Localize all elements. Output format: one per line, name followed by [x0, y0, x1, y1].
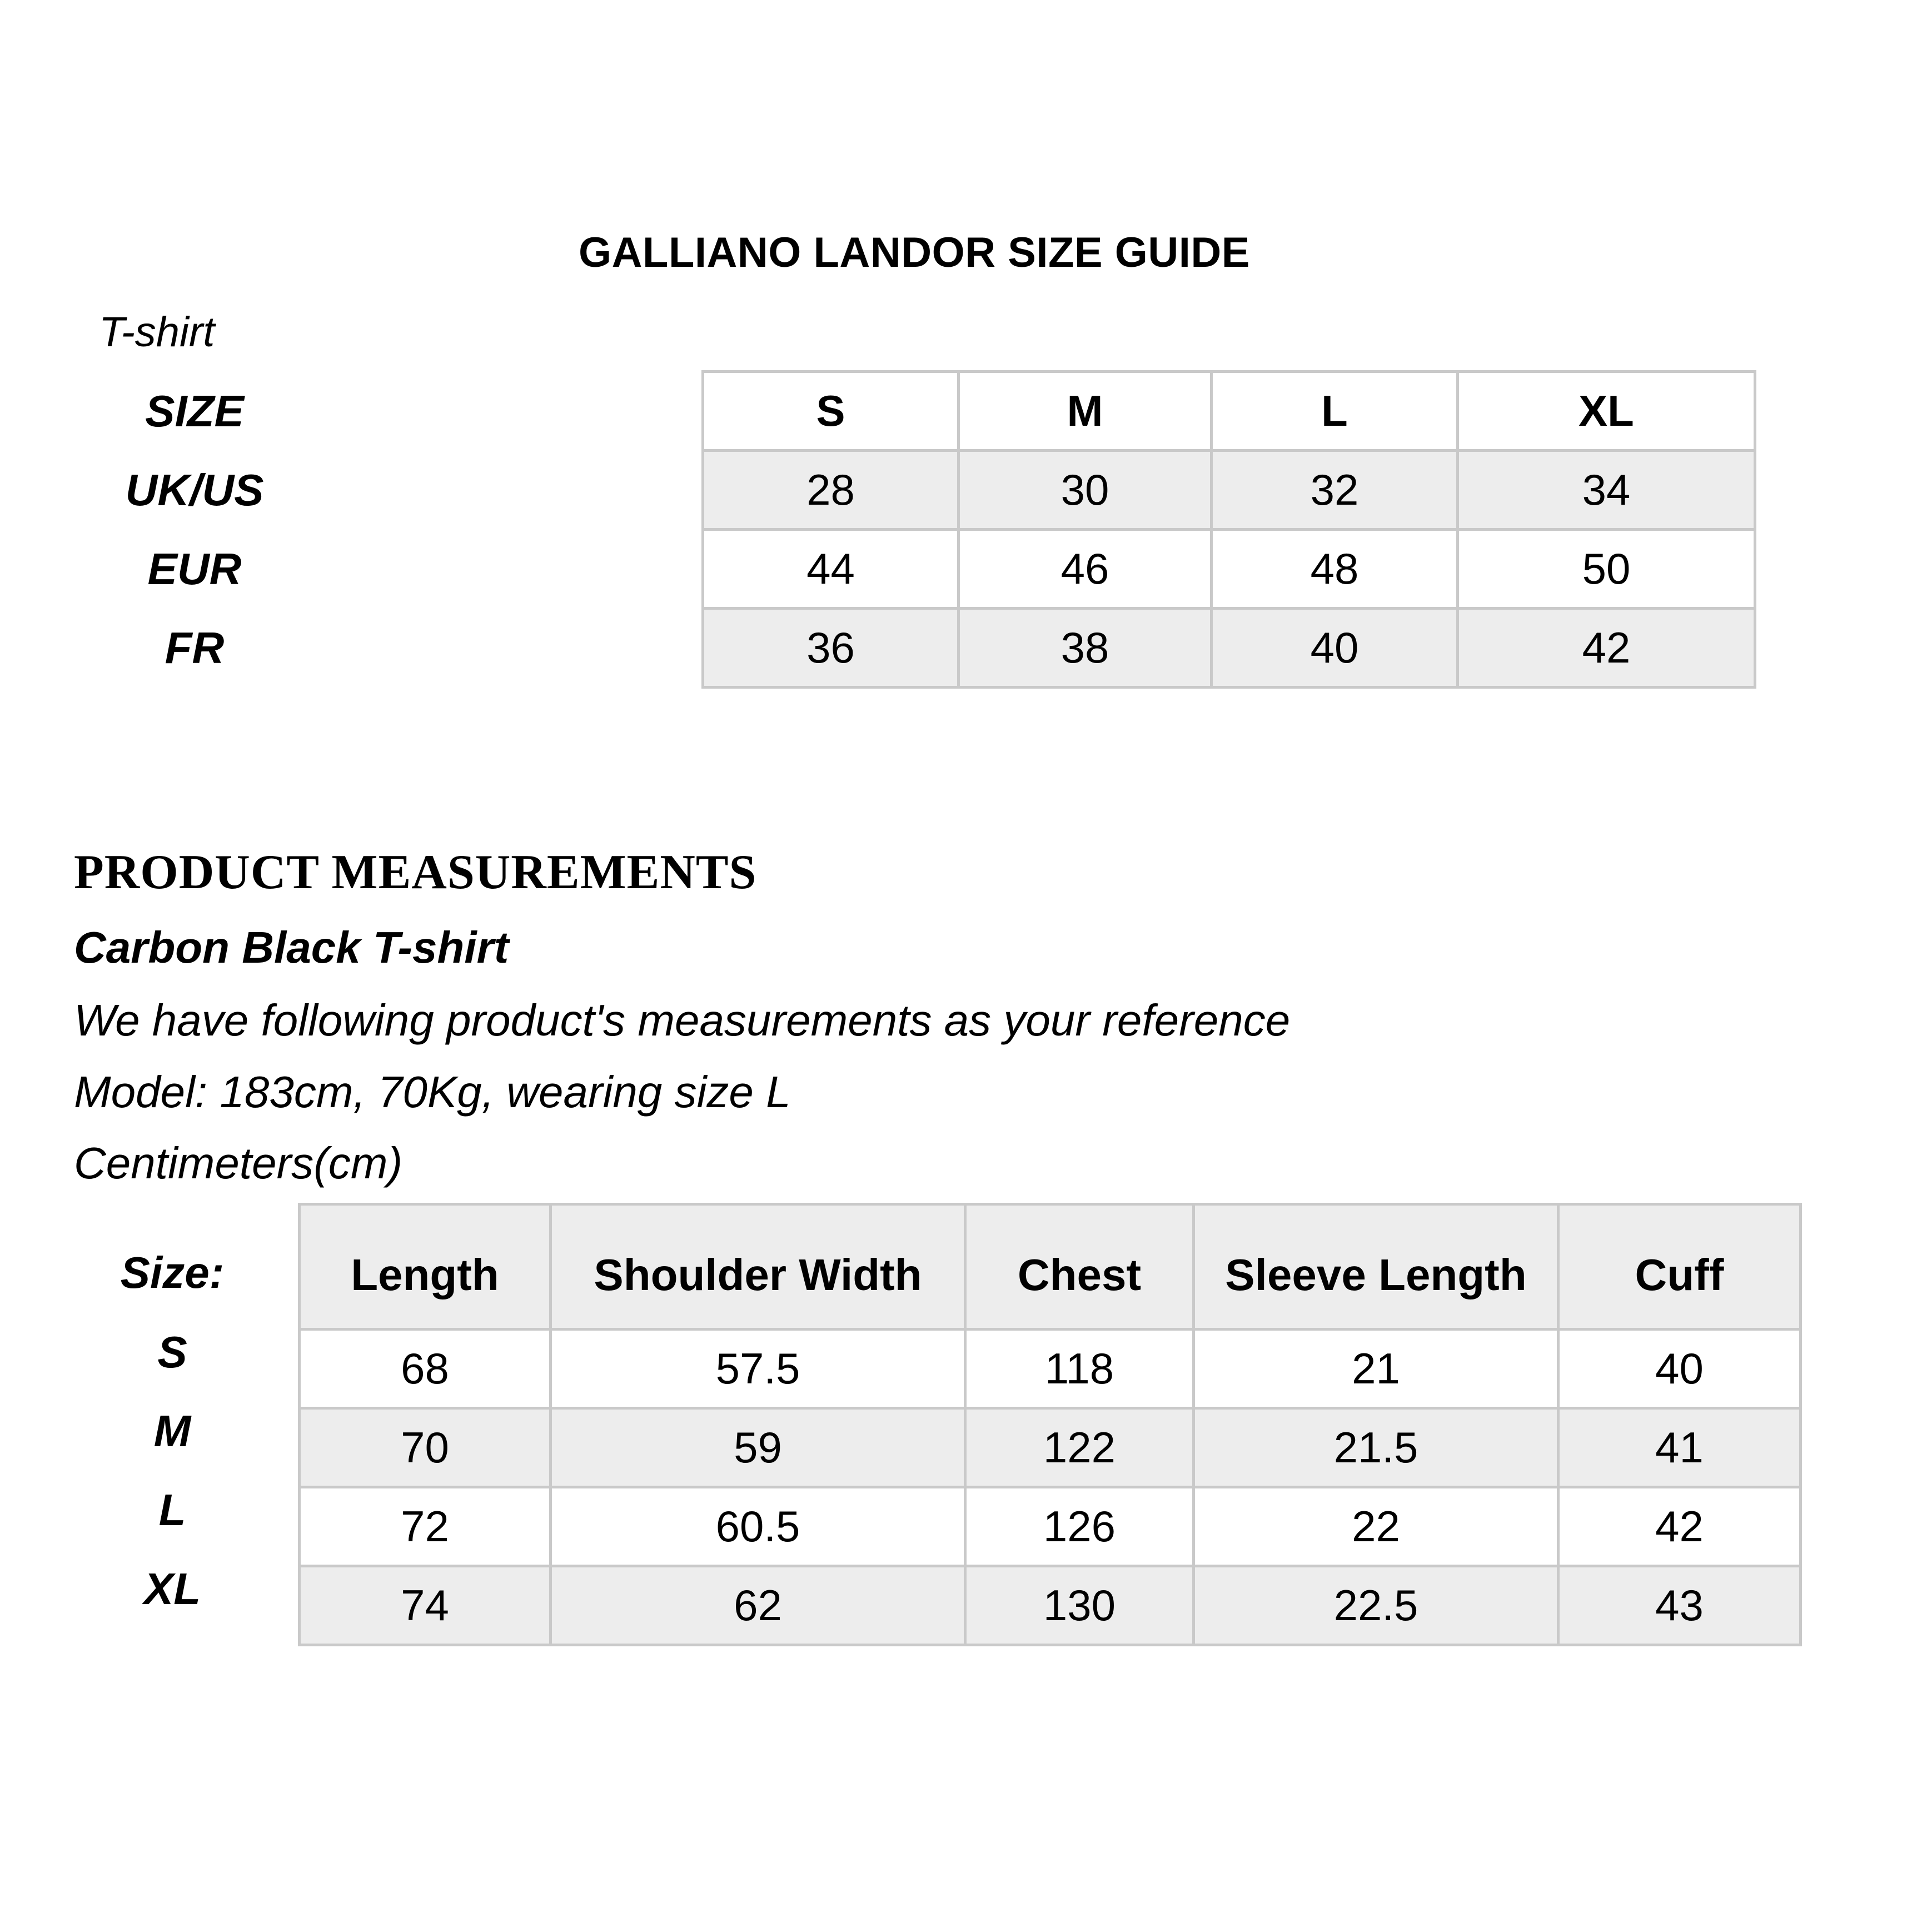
table-cell: 46: [959, 530, 1212, 609]
table-cell: 59: [551, 1408, 965, 1487]
measurements-description: We have following product's measurements as your reference: [74, 995, 1291, 1045]
table-cell: 22: [1194, 1487, 1558, 1566]
table-cell: 38: [959, 609, 1212, 688]
table-cell: 40: [1212, 609, 1458, 688]
model-info: Model: 183cm, 70Kg, wearing size L: [74, 1067, 791, 1117]
size-header-cell: XL: [1458, 372, 1755, 451]
fr-row-label: FR: [165, 623, 225, 673]
table-cell: 68: [300, 1330, 551, 1408]
ukus-row-label: UK/US: [125, 465, 264, 515]
table-cell: 48: [1212, 530, 1458, 609]
measurement-size-label: M: [153, 1406, 191, 1456]
table-cell: 60.5: [551, 1487, 965, 1566]
column-header-cuff: Cuff: [1558, 1204, 1801, 1330]
size-header-cell: S: [703, 372, 959, 451]
column-header-sleeve-length: Sleeve Length: [1194, 1204, 1558, 1330]
measurement-size-label: L: [158, 1485, 186, 1535]
table-cell: 21: [1194, 1330, 1558, 1408]
table-row: [300, 1566, 1801, 1645]
page-title: GALLIANO LANDOR SIZE GUIDE: [579, 229, 1250, 276]
table-cell: 32: [1212, 451, 1458, 530]
column-header-shoulder-width: Shoulder Width: [551, 1204, 965, 1330]
table-cell: 130: [965, 1566, 1194, 1645]
table-cell: 34: [1458, 451, 1755, 530]
table-row: [703, 530, 1755, 609]
table-header-row: [703, 372, 1755, 451]
eur-row-label: EUR: [147, 544, 242, 594]
table-cell: 30: [959, 451, 1212, 530]
table-cell: 72: [300, 1487, 551, 1566]
table-cell: 62: [551, 1566, 965, 1645]
table-cell: 70: [300, 1408, 551, 1487]
table-cell: 118: [965, 1330, 1194, 1408]
table-cell: 74: [300, 1566, 551, 1645]
table-cell: 57.5: [551, 1330, 965, 1408]
table-cell: 44: [703, 530, 959, 609]
size-header-cell: M: [959, 372, 1212, 451]
measurement-size-label: S: [157, 1327, 187, 1377]
measurement-size-label: XL: [143, 1564, 201, 1614]
product-measurements-table: [298, 1203, 1802, 1646]
size-column-label: Size:: [120, 1248, 225, 1297]
table-header-row: [300, 1204, 1801, 1330]
table-cell: 42: [1458, 609, 1755, 688]
table-cell: 40: [1558, 1330, 1801, 1408]
column-header-length: Length: [300, 1204, 551, 1330]
table-row: [703, 609, 1755, 688]
table-cell: 36: [703, 609, 959, 688]
table-row: [300, 1330, 1801, 1408]
table-cell: 43: [1558, 1566, 1801, 1645]
table-cell: 22.5: [1194, 1566, 1558, 1645]
product-name: Carbon Black T-shirt: [74, 923, 509, 972]
size-header-cell: L: [1212, 372, 1458, 451]
table-cell: 42: [1558, 1487, 1801, 1566]
table-cell: 21.5: [1194, 1408, 1558, 1487]
measurements-heading: PRODUCT MEASUREMENTS: [74, 845, 757, 899]
unit-label: Centimeters(cm): [74, 1138, 403, 1188]
table-cell: 28: [703, 451, 959, 530]
table-cell: 50: [1458, 530, 1755, 609]
table-cell: 126: [965, 1487, 1194, 1566]
table-cell: 41: [1558, 1408, 1801, 1487]
garment-type-label: T-shirt: [99, 308, 215, 356]
table-row: [300, 1408, 1801, 1487]
table-cell: 122: [965, 1408, 1194, 1487]
column-header-chest: Chest: [965, 1204, 1194, 1330]
size-row-label: SIZE: [145, 386, 244, 436]
size-conversion-table: [701, 370, 1756, 689]
table-row: [703, 451, 1755, 530]
table-row: [300, 1487, 1801, 1566]
